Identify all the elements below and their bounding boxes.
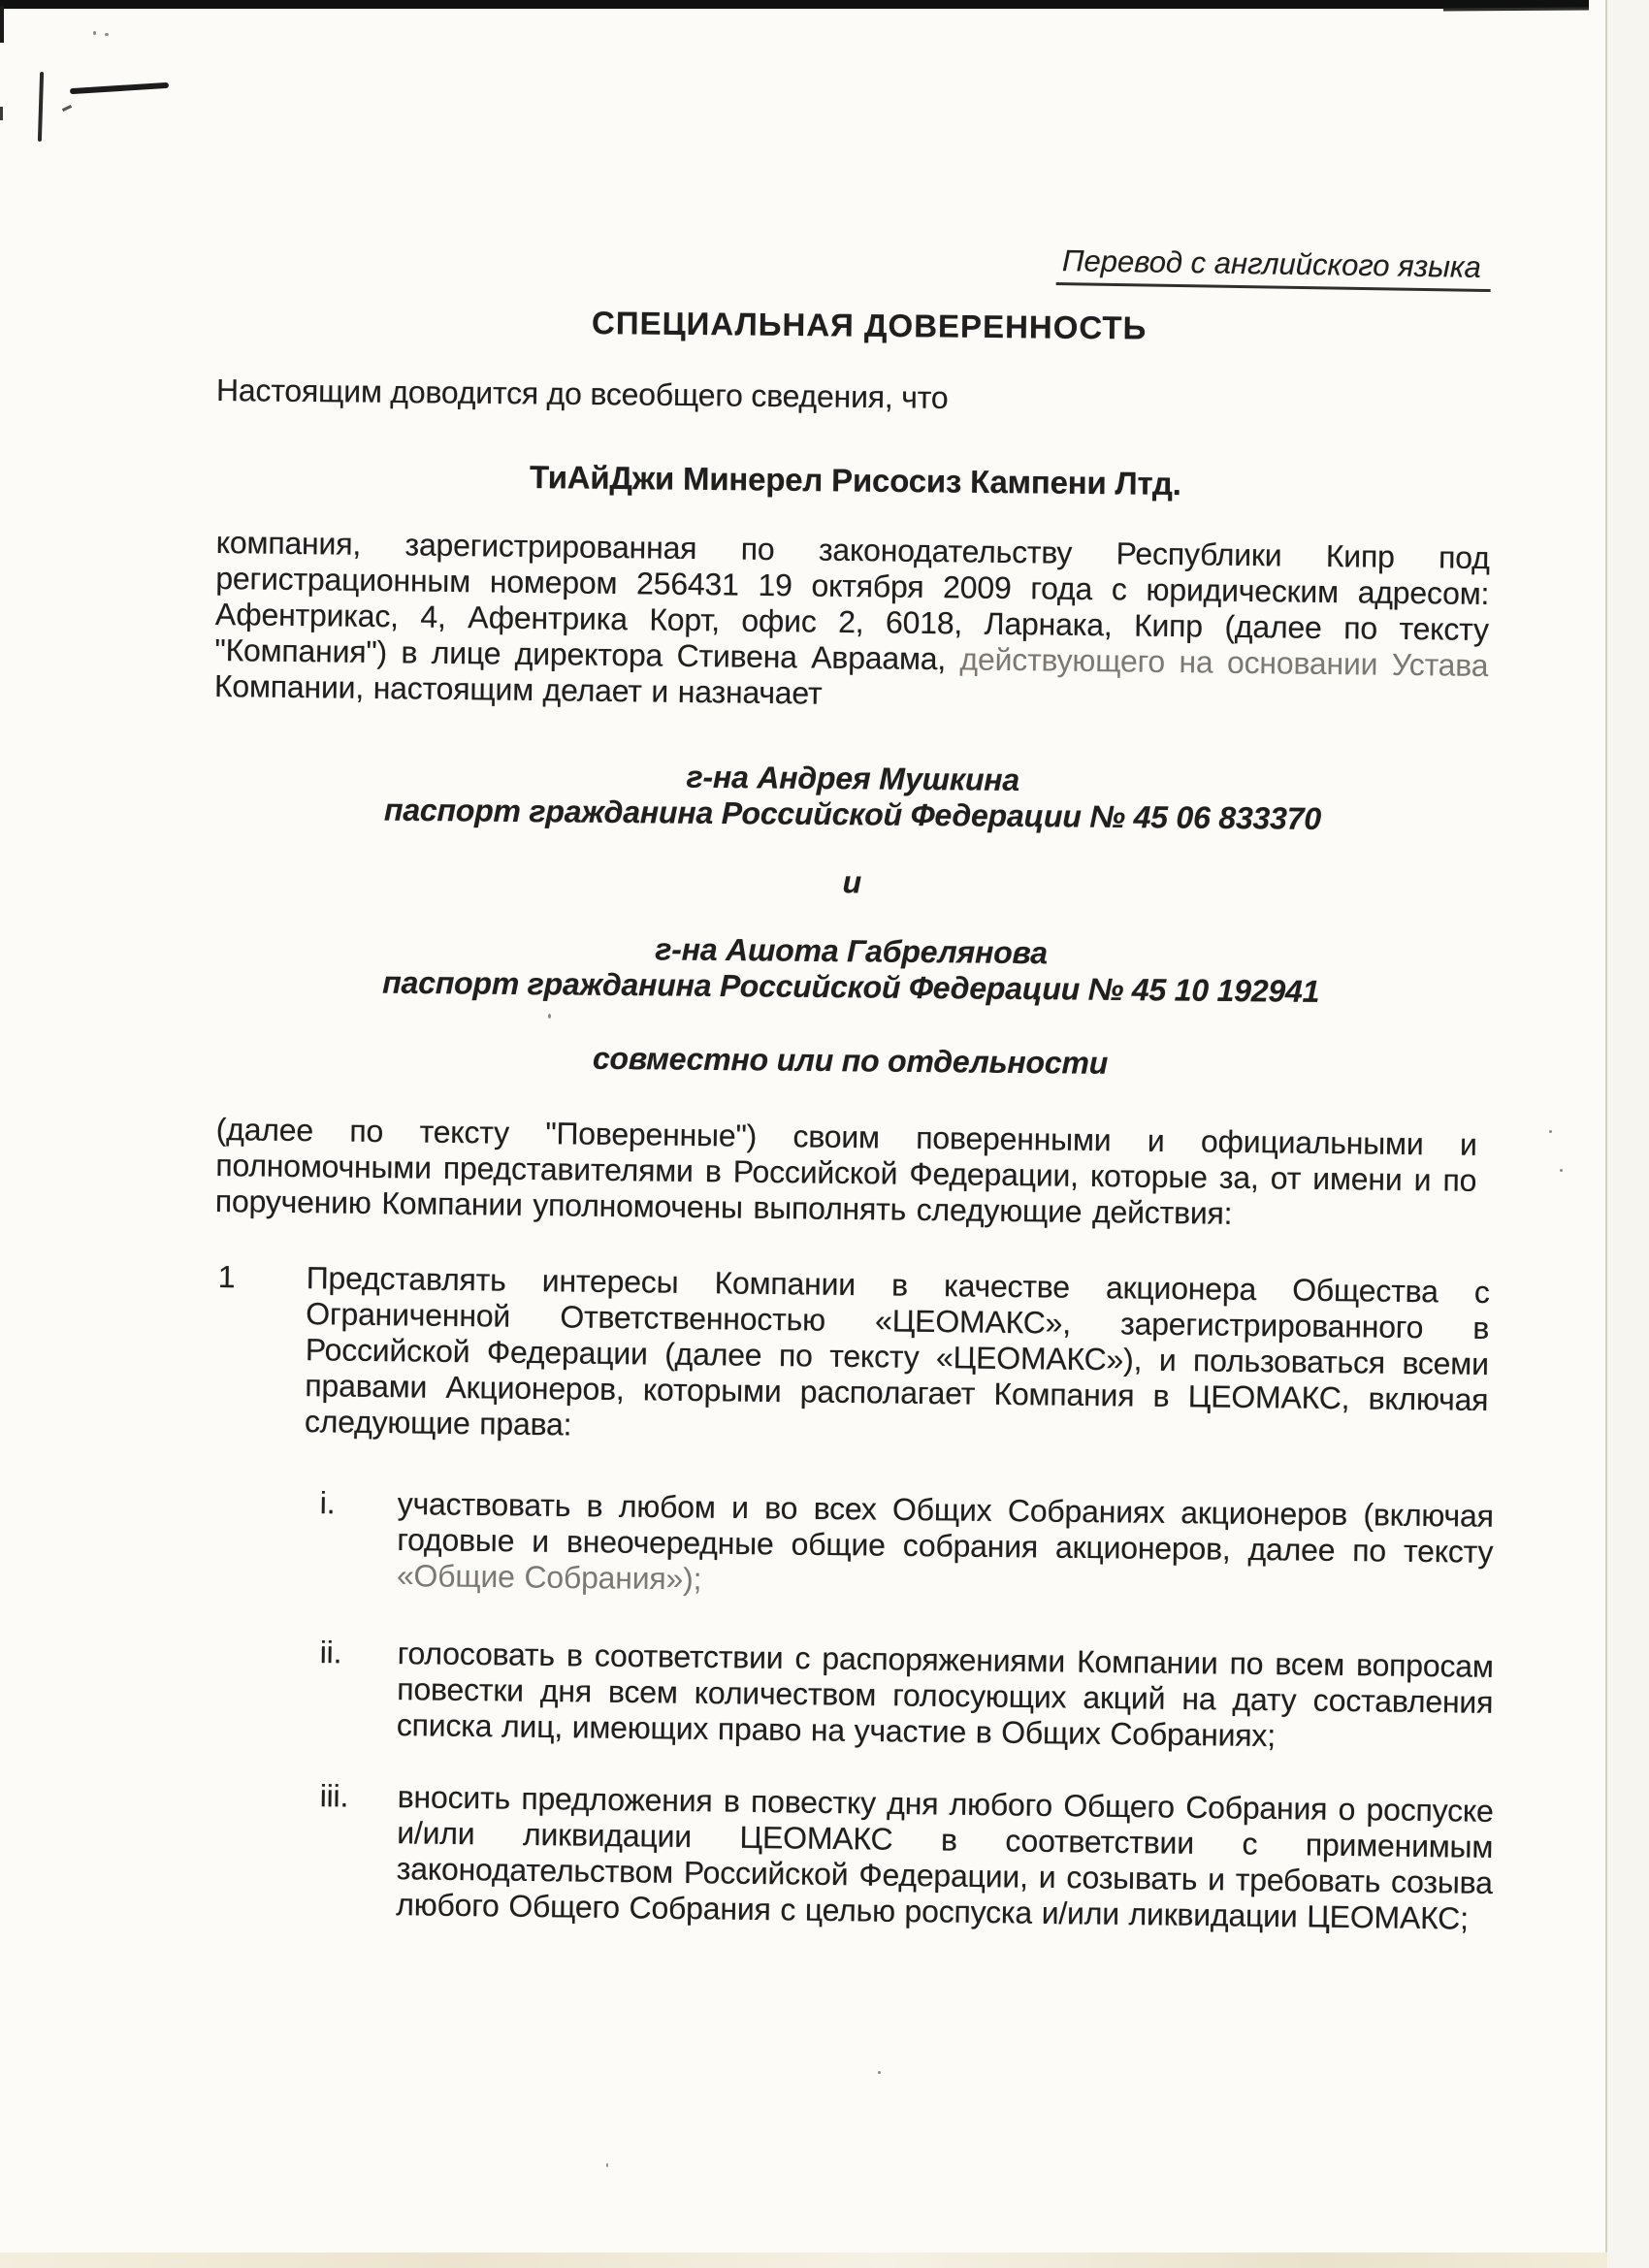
subitem-iii xyxy=(310,1778,1494,1937)
company-paragraph-faded-segment: действующего на основании Устава xyxy=(959,641,1489,684)
staple-vertical-mark xyxy=(38,72,44,142)
company-name: ТиАйДжи Минерел Рисосиз Кампени Лтд. xyxy=(529,459,1181,502)
scan-speck xyxy=(606,2163,608,2167)
subitem-i-text xyxy=(397,1486,1494,1606)
scan-speck xyxy=(1560,1169,1563,1172)
attorneys-block xyxy=(213,755,1490,1085)
scan-speck xyxy=(105,33,109,36)
company-paragraph xyxy=(214,525,1490,720)
subitem-i-text-faded: «Общие Собрания»); xyxy=(396,1557,702,1597)
small-tick-mark xyxy=(62,105,72,112)
subitem-ii-text: голосовать в соответствии с распоряжениями Компании по всем вопросам повестки дня всем количеством голосующих акций на дату составления списка лиц, имеющих право на участие в Общих Собраниях; xyxy=(396,1636,1494,1754)
intro-line: Настоящим доводится до всеобщего сведения, что xyxy=(215,373,949,415)
attorney-1-name: г-на Андрея Мушкина xyxy=(686,759,1020,797)
item-1-number: 1 xyxy=(217,1259,236,1295)
company-paragraph-text: компания, зарегистрированная по законодательству Республики Кипр под регистрационным номером 256431 19 октября 2009 года с юридическим адресом: Афентрикас, 4, Афентрика Корт, офис 2, 6018, Ларнака, Кипр (далее по тексту "Компания") в лице директора Стивена Авраама, xyxy=(214,525,1490,677)
scan-bottom-edge xyxy=(0,2252,1607,2268)
document-title: СПЕЦИАЛЬНАЯ ДОВЕРЕННОСТЬ xyxy=(591,305,1148,346)
scan-speck xyxy=(878,2071,881,2074)
conjunction-and: и xyxy=(842,864,862,900)
scan-speck xyxy=(1549,1130,1552,1133)
attorney-2-name: г-на Ашота Габрелянова xyxy=(655,931,1049,971)
scan-top-edge-line xyxy=(1443,7,1589,11)
pen-stroke-mark xyxy=(70,82,169,94)
appointment-paragraph: (далее по тексту "Поверенные") своим поверенными и официальными и полномочными представителями в Российской Федерации, которые за, от имени и по поручению Компании уполномочены выполнять следующие действия: xyxy=(214,1112,1477,1231)
subitem-i-text-main: участвовать в любом и во всех Общих Собраниях акционеров (включая годовые и внеочередные общие собрания акционеров, далее по тексту xyxy=(397,1485,1494,1570)
scan-top-edge xyxy=(0,0,1589,9)
company-paragraph-tail: Компании, настоящим делает и назначает xyxy=(213,667,823,711)
subitem-i xyxy=(311,1485,1494,1606)
subitem-iii-text: вносить предложения в повестку дня любого Общего Собрания о роспуске и/или ликвидации ЦЕОМАКС в соответствии с применимым законодательством Российской Федерации, и созывать и требовать созыва любого Общего Собрания с целью роспуска и/или ликвидации ЦЕОМАКС; xyxy=(396,1779,1494,1936)
translation-note: Перевод с английского языка xyxy=(1056,243,1491,292)
item-1-text: Представлять интересы Компании в качестве акционера Общества с Ограниченной Ответственностью «ЦЕОМАКС», зарегистрированного в Российской Федерации (далее по тексту «ЦЕОМАКС»), и пользоваться всеми правами Акционеров, которыми располагает Компания в ЦЕОМАКС, включая следующие права: xyxy=(304,1260,1490,1442)
joint-or-several-clause: совместно или по отдельности xyxy=(592,1040,1109,1081)
item-1 xyxy=(214,1259,1490,1454)
scan-left-edge-mark xyxy=(0,107,3,120)
subitem-ii xyxy=(311,1635,1494,1757)
subitem-iii-marker: iii. xyxy=(319,1778,349,1814)
subitem-i-marker: i. xyxy=(319,1485,336,1521)
scan-speck xyxy=(93,31,96,35)
scan-left-edge-mark xyxy=(0,6,4,43)
attorney-1-passport: паспорт гражданина Российской Федерации № 45 06 833370 xyxy=(383,792,1322,836)
subitem-ii-marker: ii. xyxy=(319,1635,342,1670)
scan-right-margin-zone xyxy=(1607,0,1649,2268)
attorney-2-passport: паспорт гражданина Российской Федерации № 45 10 192941 xyxy=(382,964,1320,1009)
